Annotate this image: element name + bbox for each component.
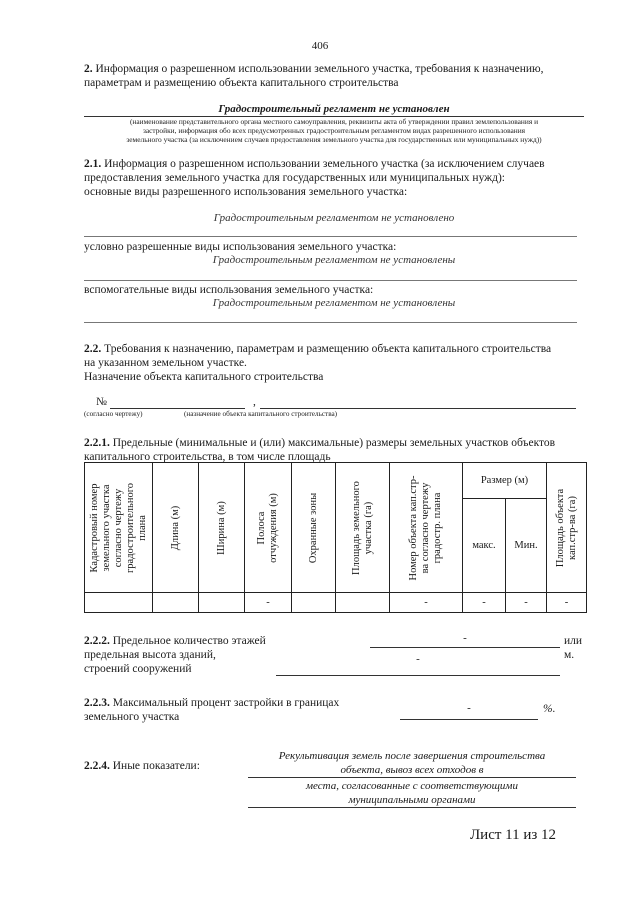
floors-value: - bbox=[463, 632, 467, 644]
table-cell: - bbox=[390, 593, 463, 613]
drawing-number-field[interactable] bbox=[110, 408, 245, 409]
object-purpose-field[interactable] bbox=[260, 408, 576, 409]
page-number: 406 bbox=[311, 40, 329, 52]
height-field[interactable] bbox=[276, 675, 560, 676]
header-width-text: Ширина (м) bbox=[215, 500, 227, 555]
section-22-line2: на указанном земельном участке. bbox=[84, 357, 247, 369]
basic-uses-underline bbox=[84, 236, 577, 237]
section-22-text: Требования к назначению, параметрам и размещению объекта капитального строительства bbox=[104, 343, 552, 355]
caption-drawing: (согласно чертежу) bbox=[84, 410, 143, 418]
section-221-text: Предельные (минимальные и (или) максимальные) размеры земельных участков объектов bbox=[112, 437, 556, 449]
section-224-line bbox=[84, 759, 200, 773]
other-value-underline2 bbox=[248, 807, 576, 808]
regulation-note-line3: земельного участка (за исключением случаев предоставления земельного участка для государственных или муниципальных нужд)) bbox=[126, 135, 542, 144]
section-21-line1 bbox=[84, 157, 584, 171]
header-protect bbox=[292, 463, 336, 593]
section-221-line1 bbox=[84, 436, 584, 450]
table-cell bbox=[336, 593, 390, 613]
section-221-line2: капитального строительства, в том числе площадь bbox=[84, 451, 331, 463]
section-223-line1 bbox=[84, 696, 339, 710]
basic-uses-value: Градостроительным регламентом не установлено bbox=[213, 212, 455, 224]
section-224-label: Иные показатели: bbox=[112, 760, 200, 772]
section-222-line1 bbox=[84, 634, 266, 648]
section-223-line2: земельного участка bbox=[84, 711, 180, 723]
header-width bbox=[199, 463, 245, 593]
height-value: - bbox=[416, 653, 420, 665]
header-objnum-text: Номер объекта кап.стр- ва согласно чертежу градостр. плана bbox=[408, 474, 443, 581]
header-max: макс. bbox=[463, 499, 506, 593]
section-2-text: Информация о разрешенном использовании земельного участка, требования к назначению, bbox=[95, 63, 544, 75]
header-strip-text: Полоса отчуждения (м) bbox=[256, 492, 279, 563]
regulation-note-line1: (наименование представительного органа местного самоуправления, реквизиты акта об утверждении правил землепользования и bbox=[129, 117, 539, 126]
conditional-uses-underline bbox=[84, 280, 577, 281]
header-length-text: Длина (м) bbox=[169, 505, 181, 550]
table-cell: - bbox=[506, 593, 547, 613]
header-min: Мин. bbox=[506, 499, 547, 593]
other-value-line1: Рекультивация земель после завершения строительства bbox=[278, 750, 546, 762]
other-value-line3: места, согласованные с соответствующими bbox=[306, 780, 518, 792]
auxiliary-uses-label: вспомогательные виды использования земельного участка: bbox=[84, 284, 374, 296]
header-objarea-text: Площадь объекта кап.стр-ва (га) bbox=[554, 488, 578, 567]
other-value-underline1 bbox=[248, 777, 576, 778]
section-22-number: 2.2. bbox=[84, 343, 102, 355]
floors-field[interactable] bbox=[370, 647, 560, 648]
table-cell bbox=[153, 593, 199, 613]
section-221-number: 2.2.1. bbox=[84, 437, 110, 449]
auxiliary-uses-underline bbox=[84, 322, 577, 323]
auxiliary-uses-value: Градостроительным регламентом не установлены bbox=[212, 297, 456, 309]
section-223-number: 2.2.3. bbox=[84, 697, 110, 709]
section-222-line3: строений сооружений bbox=[84, 663, 192, 675]
other-value-line4: муниципальными органами bbox=[348, 794, 476, 806]
section-222-line2: предельная высота зданий, bbox=[84, 649, 216, 661]
section-21-line3: основные виды разрешенного использования земельного участка: bbox=[84, 186, 408, 198]
coverage-suffix: %. bbox=[543, 703, 556, 715]
table-cell: - bbox=[547, 593, 587, 613]
comma: , bbox=[253, 396, 256, 408]
table-cell bbox=[85, 593, 153, 613]
caption-purpose: (назначение объекта капитального строительства) bbox=[184, 410, 338, 418]
land-size-table bbox=[84, 462, 586, 612]
table-cell: - bbox=[463, 593, 506, 613]
section-21-line2: предоставления земельного участка для государственных или муниципальных нужд): bbox=[84, 172, 505, 184]
table-cell: - bbox=[245, 593, 292, 613]
header-length bbox=[153, 463, 199, 593]
height-suffix: м. bbox=[564, 649, 575, 661]
regulation-value: Градостроительный регламент не установлен bbox=[218, 103, 450, 115]
header-cadastral-text: Кадастровый номер земельного участка согласно чертежу градостроительного плана bbox=[88, 482, 148, 573]
section-2-text-line2: параметрам и размещению объекта капитального строительства bbox=[84, 77, 399, 89]
header-area-text: Площадь земельного участка (га) bbox=[350, 480, 374, 575]
conditional-uses-value: Градостроительным регламентом не установлены bbox=[212, 254, 456, 266]
section-223-text: Максимальный процент застройки в границах bbox=[112, 697, 340, 709]
header-area bbox=[336, 463, 390, 593]
table-cell bbox=[292, 593, 336, 613]
section-22-line3: Назначение объекта капитального строительства bbox=[84, 371, 324, 383]
regulation-note-line2: застройки, информация обо всех предусмотренных градостроительным регламентом видах разрешенного использования bbox=[142, 126, 526, 135]
section-224-number: 2.2.4. bbox=[84, 760, 110, 772]
header-cadastral bbox=[85, 463, 153, 593]
sheet-counter: Лист 11 из 12 bbox=[470, 827, 557, 843]
section-222-number: 2.2.2. bbox=[84, 635, 110, 647]
section-21-text: Информация о разрешенном использовании земельного участка (за исключением случаев bbox=[104, 158, 545, 170]
section-2-number: 2. bbox=[84, 63, 93, 75]
header-size: Размер (м) bbox=[463, 463, 547, 499]
section-2-heading bbox=[84, 62, 584, 76]
header-strip bbox=[245, 463, 292, 593]
header-protect-text: Охранные зоны bbox=[307, 492, 319, 563]
conditional-uses-label: условно разрешенные виды использования земельного участка: bbox=[84, 241, 397, 253]
coverage-field[interactable] bbox=[400, 719, 538, 720]
section-222-text: Предельное количество этажей bbox=[112, 635, 266, 647]
header-objnum bbox=[390, 463, 463, 593]
floors-suffix: или bbox=[564, 635, 583, 647]
other-value-line2: объекта, вывоз всех отходов в bbox=[340, 764, 484, 776]
header-objarea bbox=[547, 463, 587, 593]
section-22-line1 bbox=[84, 342, 584, 356]
coverage-value: - bbox=[467, 702, 471, 714]
section-21-number: 2.1. bbox=[84, 158, 102, 170]
table-cell bbox=[199, 593, 245, 613]
number-sign: № bbox=[96, 396, 107, 408]
